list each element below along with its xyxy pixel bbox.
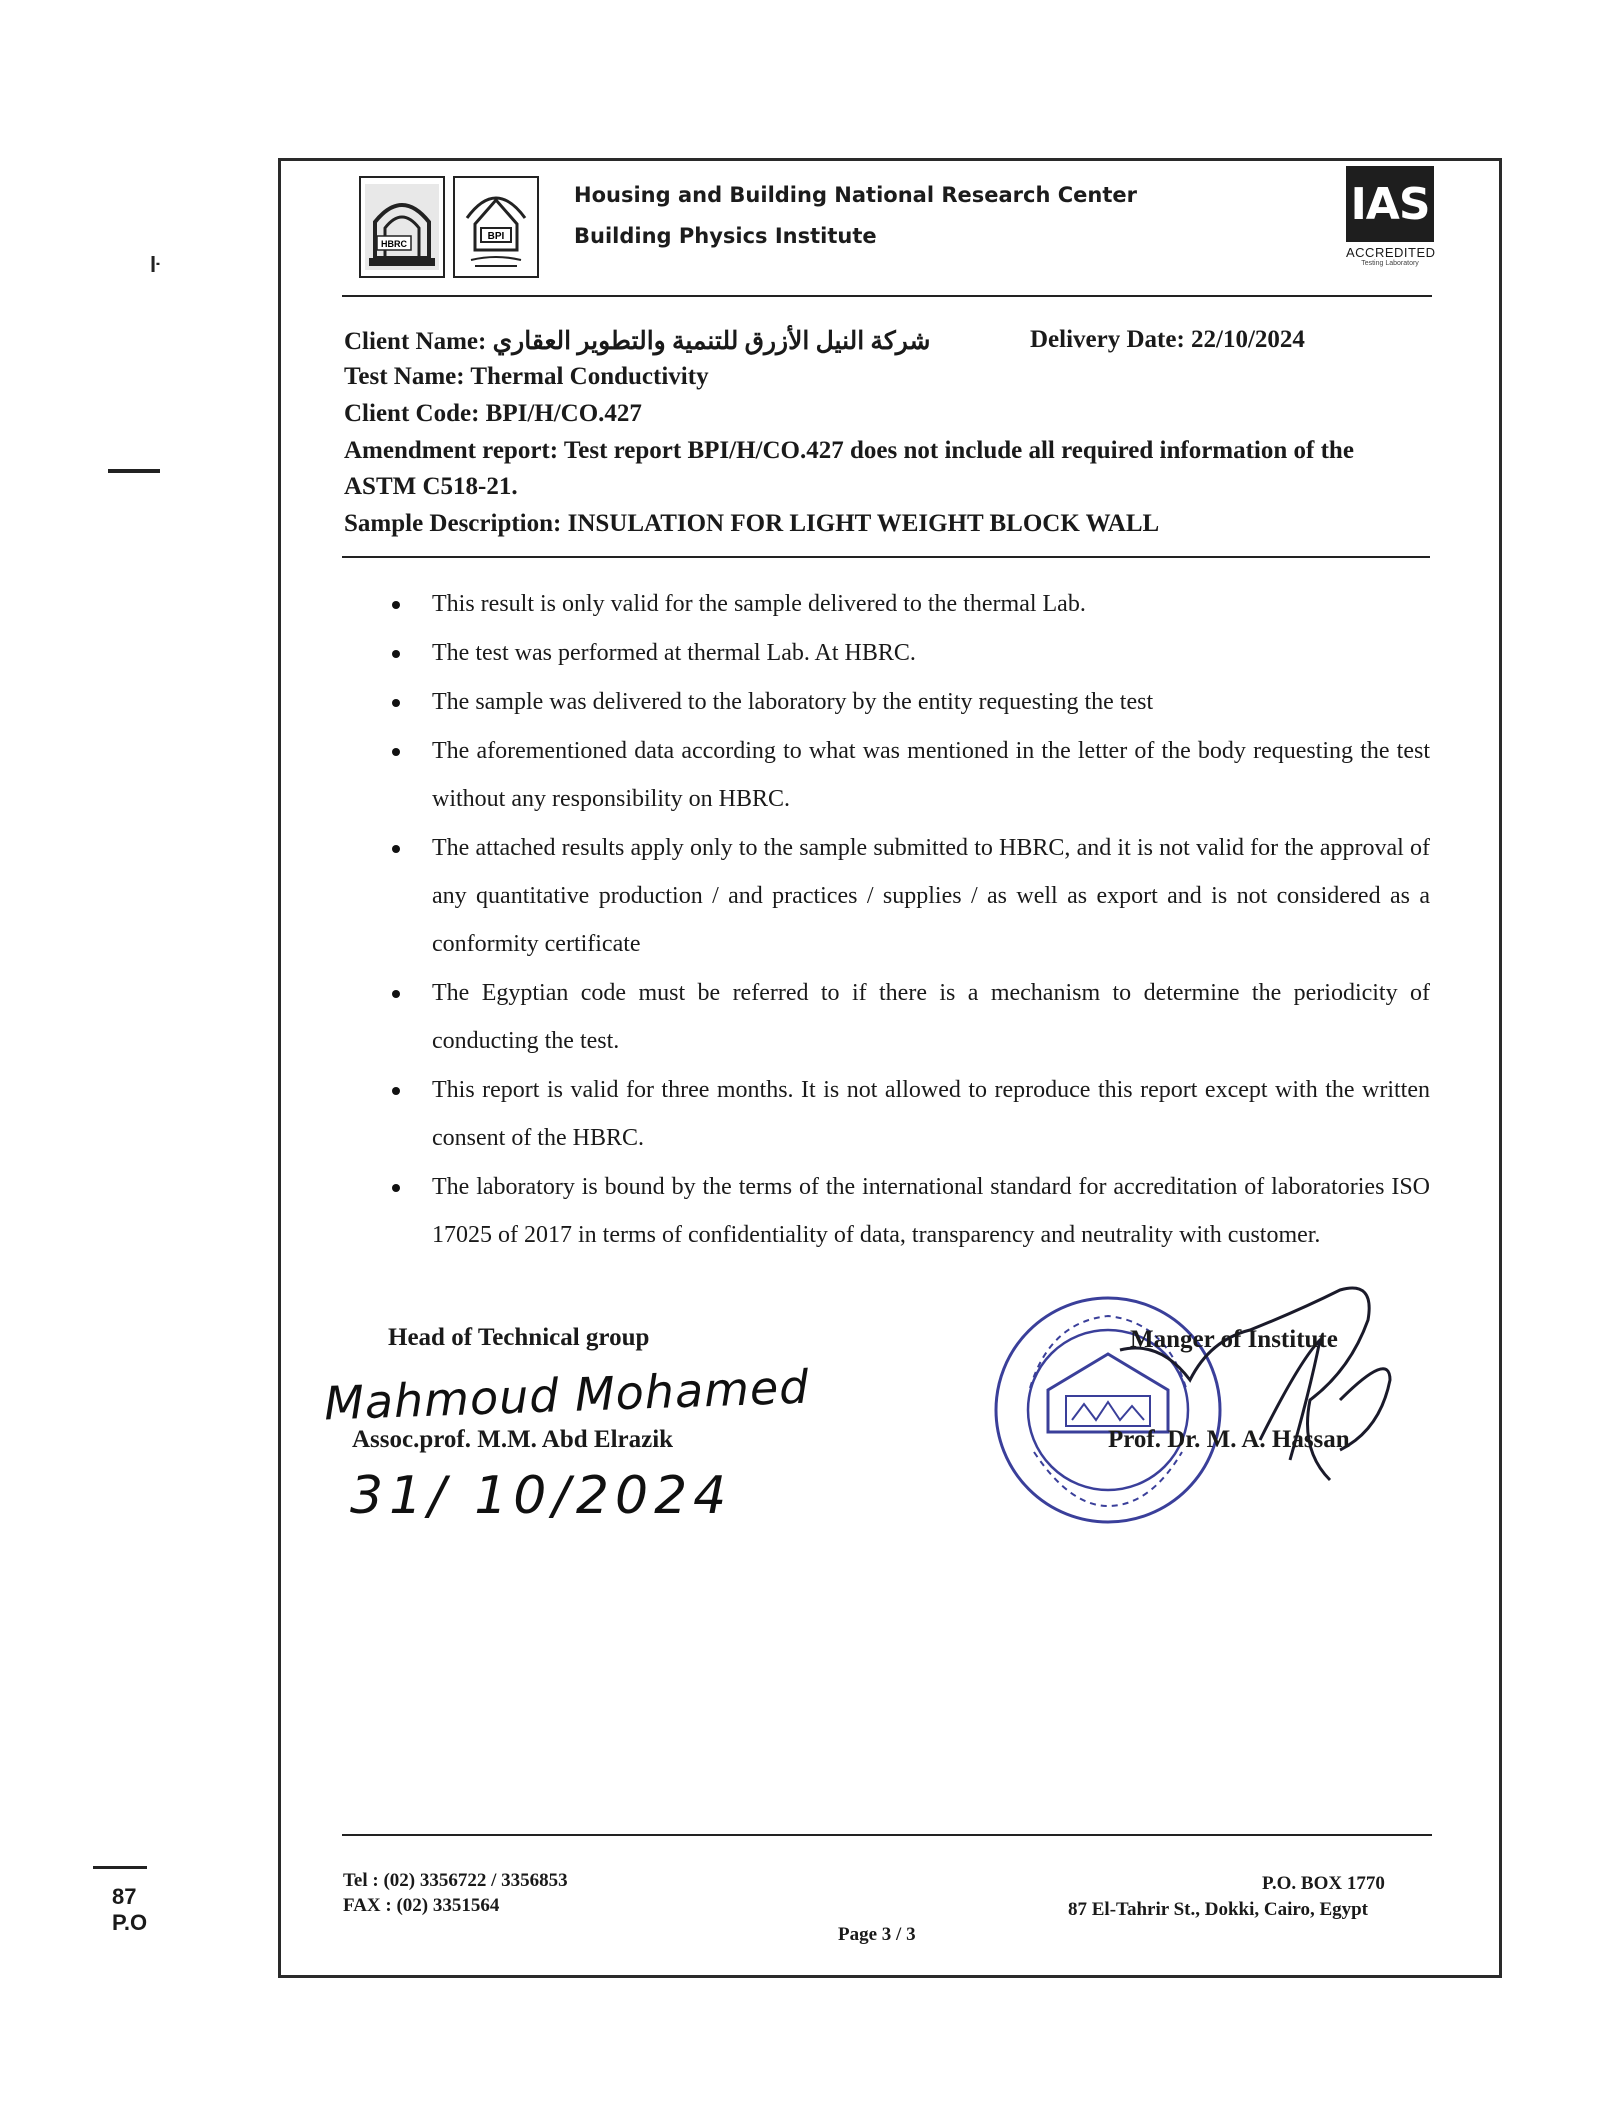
institution-name: Housing and Building National Research Center	[574, 183, 1137, 207]
margin-rule	[93, 1866, 147, 1869]
margin-code-bottom: P.O	[112, 1910, 148, 1935]
ias-logo: IAS	[1346, 166, 1434, 242]
note-item	[380, 580, 1430, 628]
note-item	[380, 1066, 1430, 1162]
manager-title: Manger of Institute	[1130, 1326, 1338, 1353]
client-name: Client Name: شركة النيل الأزرق للتنمية والتطوير العقاري	[344, 328, 931, 355]
margin-tick-mark: ŀ	[150, 252, 161, 277]
ias-sub-label: Testing Laboratory	[1361, 260, 1419, 267]
margin-code-top: 87	[112, 1884, 137, 1909]
note-text: The attached results apply only to the sample submitted to HBRC, and it is not valid for the approval of any quantitative production / and practices / supplies / as well as export and is not considered as a conformity certificate	[432, 835, 1430, 957]
note-text: The test was performed at thermal Lab. At HBRC.	[432, 640, 916, 666]
margin-dash	[108, 469, 160, 473]
amendment-line-1: Amendment report: Test report BPI/H/CO.427 does not include all required information of the	[344, 437, 1354, 464]
client-code: Client Code: BPI/H/CO.427	[344, 400, 642, 427]
details-rule	[342, 556, 1430, 558]
bullet-icon	[392, 650, 400, 658]
amendment-line-2: ASTM C518-21.	[344, 473, 518, 500]
delivery-date: Delivery Date: 22/10/2024	[1030, 326, 1305, 353]
footer-fax: FAX : (02) 3351564	[343, 1895, 500, 1916]
footer-address: 87 El-Tahrir St., Dokki, Cairo, Egypt	[1068, 1899, 1369, 1920]
ias-accredited-label: ACCREDITED	[1346, 245, 1436, 260]
note-item	[380, 678, 1430, 726]
manager-signature-icon	[1100, 1280, 1400, 1510]
note-text: The Egyptian code must be referred to if there is a mechanism to determine the periodicity of conducting the test.	[432, 980, 1430, 1054]
bullet-icon	[392, 1087, 400, 1095]
bullet-icon	[392, 845, 400, 853]
bullet-icon	[392, 990, 400, 998]
head-technical-title: Head of Technical group	[388, 1324, 650, 1351]
bpi-logo-text: BPI	[487, 231, 505, 242]
note-text: The laboratory is bound by the terms of the international standard for accreditation of laboratories ISO 17025 of 2017 in terms of confidentiality of data, transparency and neutrality with customer.	[432, 1174, 1430, 1248]
notes-list	[380, 580, 1430, 1260]
note-text: This report is valid for three months. It is not allowed to reproduce this report except with the written consent of the HBRC.	[432, 1077, 1430, 1151]
footer-po-box: P.O. BOX 1770	[1262, 1873, 1385, 1894]
note-item	[380, 824, 1430, 968]
manager-name: Prof. Dr. M. A. Hassan	[1108, 1426, 1350, 1453]
footer-tel: Tel : (02) 3356722 / 3356853	[343, 1870, 568, 1891]
sample-description: Sample Description: INSULATION FOR LIGHT WEIGHT BLOCK WALL	[344, 510, 1160, 537]
hbrc-logo	[359, 176, 445, 278]
bullet-icon	[392, 699, 400, 707]
page-number: Page 3 / 3	[838, 1924, 916, 1945]
bullet-icon	[392, 1184, 400, 1192]
bpi-logo	[453, 176, 539, 278]
header-rule	[342, 295, 1432, 297]
bullet-icon	[392, 601, 400, 609]
ias-accreditation-mark	[1346, 166, 1434, 282]
institute-name: Building Physics Institute	[574, 224, 877, 248]
bullet-icon	[392, 748, 400, 756]
test-name: Test Name: Thermal Conductivity	[344, 363, 709, 390]
note-item	[380, 969, 1430, 1065]
note-text: The sample was delivered to the laboratory by the entity requesting the test	[432, 689, 1154, 715]
handwritten-date: 31/ 10/2024	[350, 1466, 733, 1526]
handwritten-signature-name: Mahmoud Mohamed	[323, 1359, 811, 1431]
note-item	[380, 629, 1430, 677]
note-item	[380, 1163, 1430, 1259]
head-technical-name: Assoc.prof. M.M. Abd Elrazik	[352, 1426, 674, 1453]
note-text: This result is only valid for the sample delivered to the thermal Lab.	[432, 591, 1086, 617]
footer-rule	[342, 1834, 1432, 1836]
note-text: The aforementioned data according to what was mentioned in the letter of the body requesting the test without any responsibility on HBRC.	[432, 738, 1430, 812]
note-item	[380, 727, 1430, 823]
hbrc-logo-text: HBRC	[381, 239, 407, 249]
